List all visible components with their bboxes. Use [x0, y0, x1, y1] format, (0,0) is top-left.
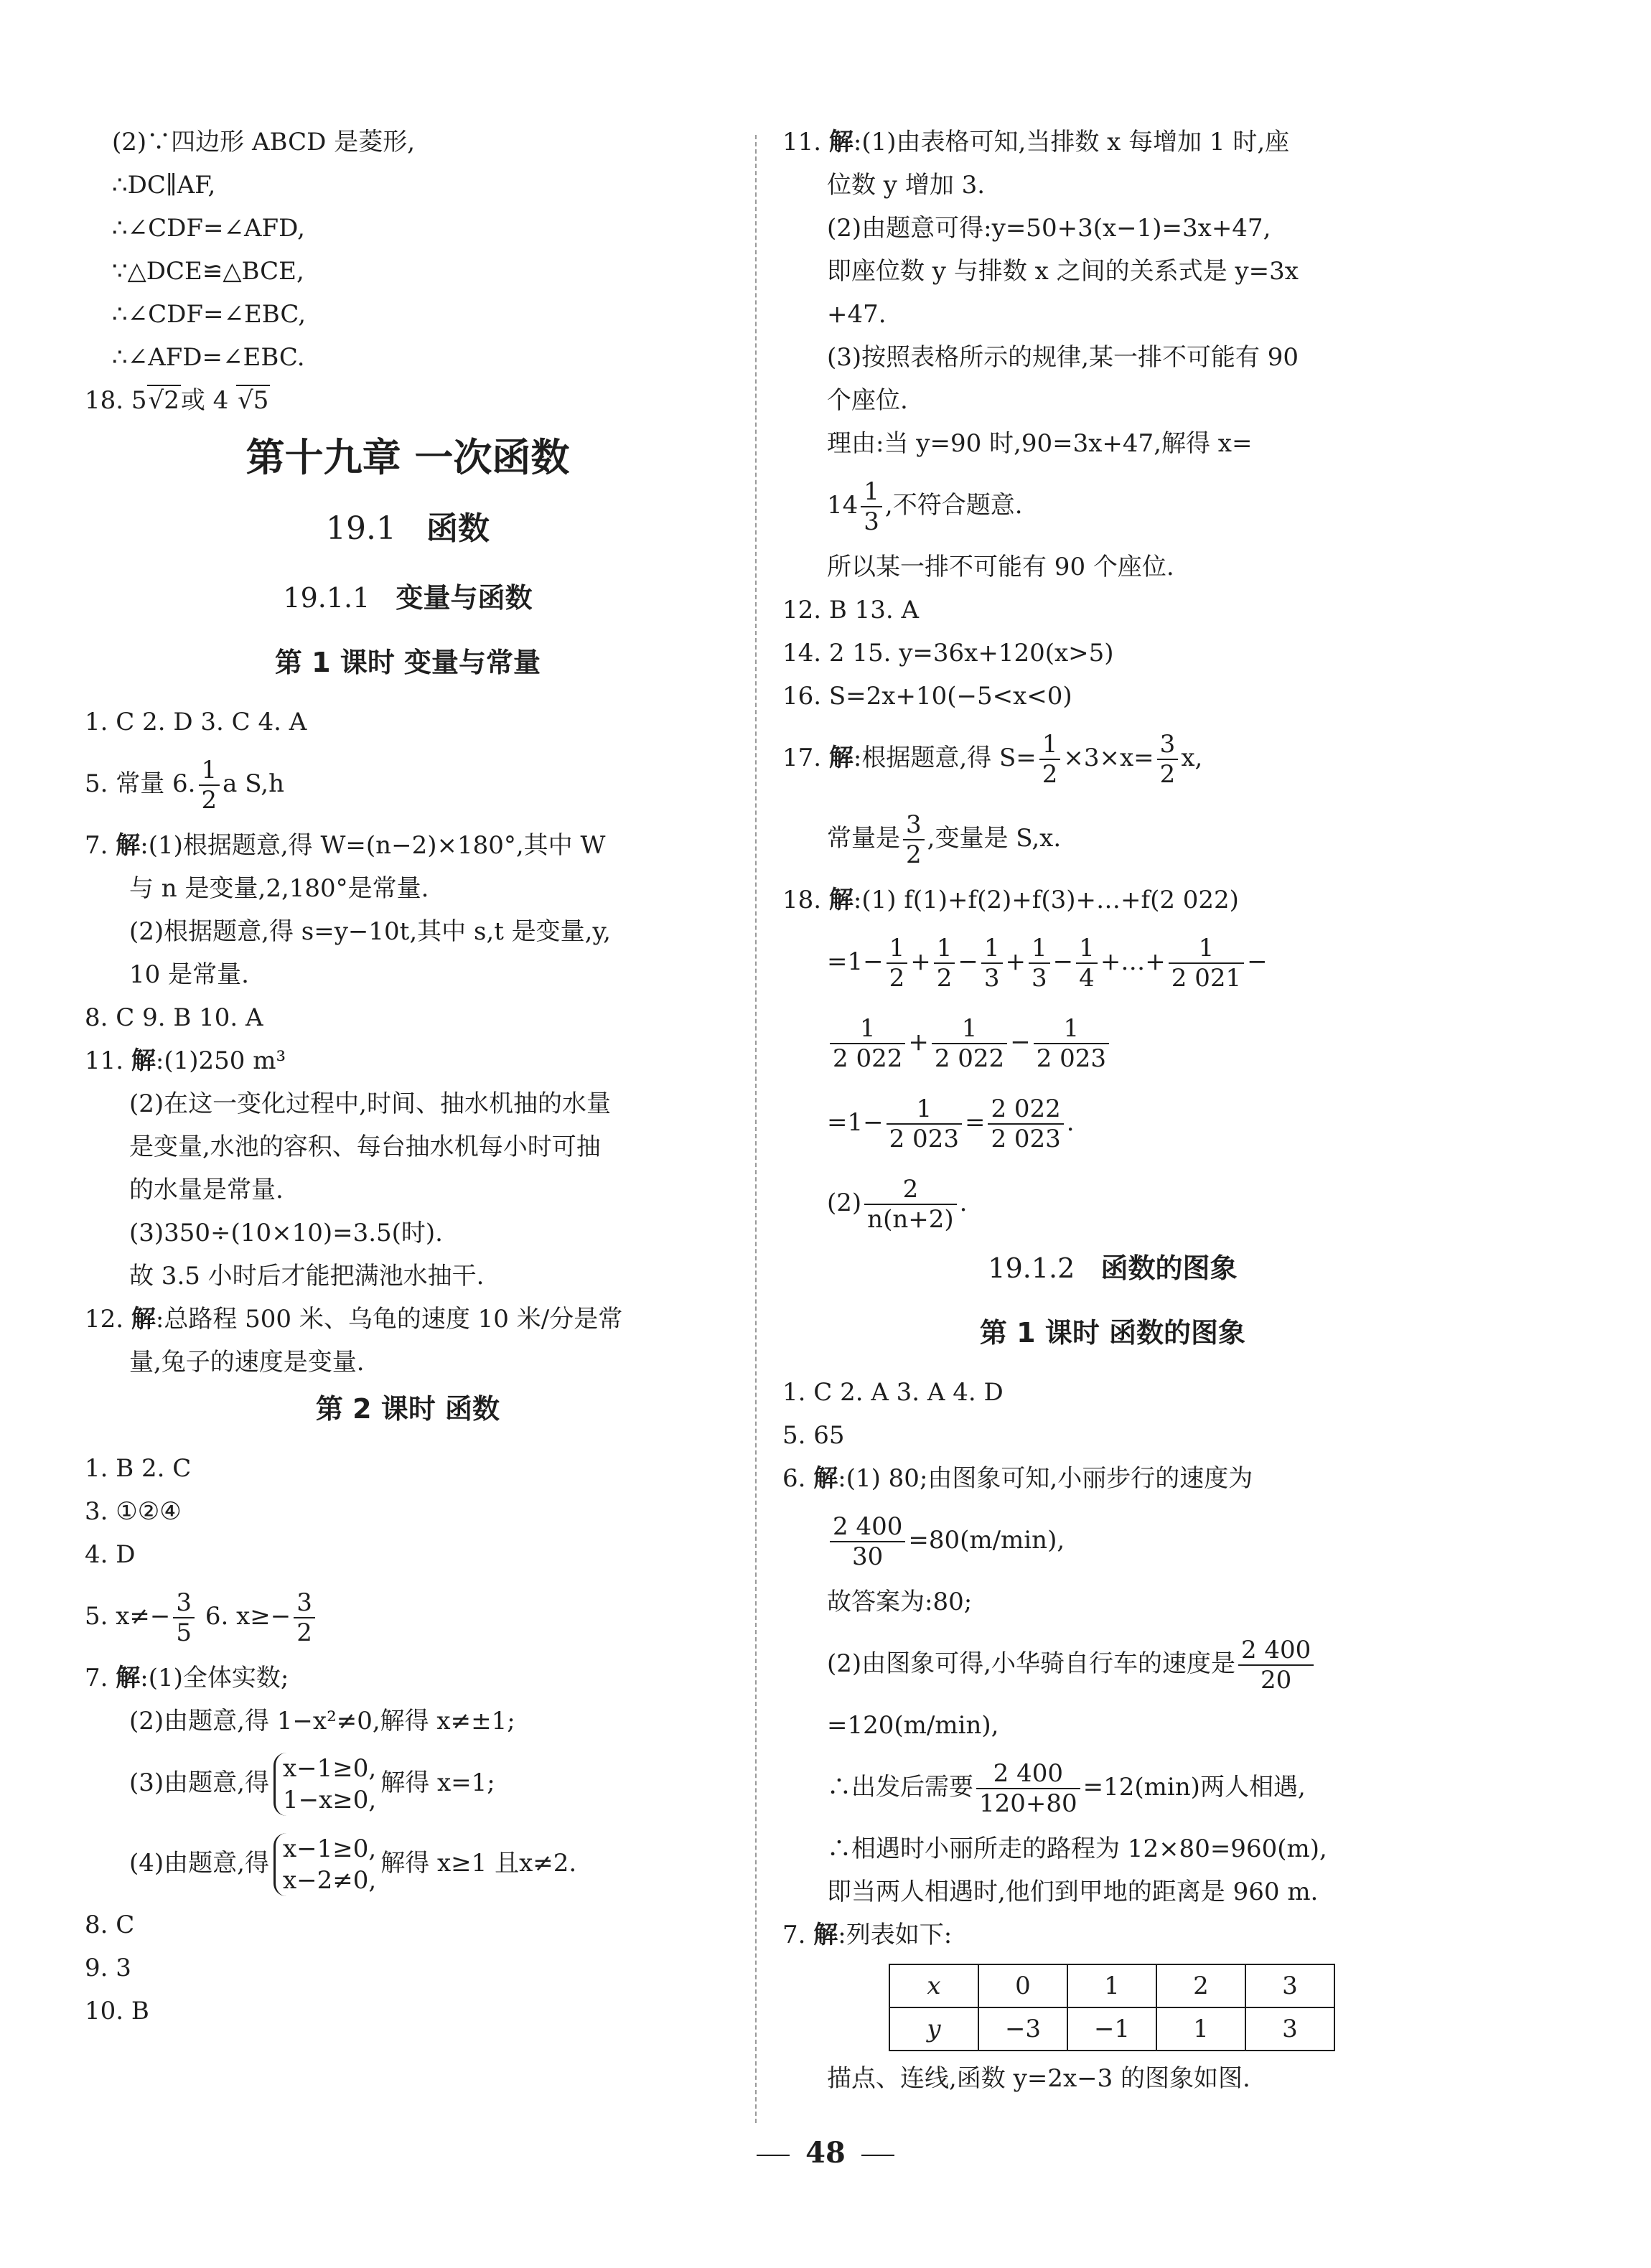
column-divider: [755, 135, 757, 2123]
table-row: [889, 1964, 1334, 2007]
formula-line: $\frac{1}{2 022}$ + $\frac{1}{2 022}$ − $\frac{1}{2 023}$: [782, 1009, 1443, 1075]
lesson-title: 第 2 课时 函数: [315, 1393, 500, 1425]
table-cell: 3: [1245, 1964, 1334, 2007]
answer-6: 6. 解:(1) 80;由图象可知,小丽步行的速度为: [782, 1464, 1253, 1493]
text-line: 即当两人相遇时,他们到甲地的距离是 960 m.: [827, 1878, 1319, 1906]
table-cell: 1: [1067, 1964, 1156, 2007]
formula-line: =1− $\frac{1}{2 023}$ = $\frac{2 022}{2 023}$ .: [827, 1095, 1075, 1153]
text-line: 量,兔子的速度是变量.: [129, 1348, 365, 1377]
text-line: 位数 y 增加 3.: [827, 171, 986, 200]
page-number: 48: [0, 2136, 1651, 2170]
table-cell: y: [889, 2007, 978, 2051]
answer-line: 3. ①②④: [85, 1497, 182, 1526]
system-line: (4)由题意,得 x−1≥0, x−2≠0, 解得 x≥1 且x≠2.: [129, 1834, 577, 1895]
text-line: 所以某一排不可能有 90 个座位.: [827, 553, 1174, 581]
answer-line: 16. S=2x+10(−5<x<0): [782, 682, 1072, 711]
table-cell: x: [889, 1964, 978, 2007]
formula-line: $\frac{2 400}{30}$ =80(m/min),: [782, 1507, 1443, 1573]
system-line: (3)由题意,得 x−1≥0, 1−x≥0, 解得 x=1;: [129, 1754, 495, 1814]
subsection-title: 19.1.2 函数的图象: [988, 1252, 1238, 1284]
answer-7: 7. 解:(1)根据题意,得 W=(n−2)×180°,其中 W: [85, 831, 606, 860]
answer-line: 9. 3: [85, 1954, 131, 1982]
text-line: (3)按照表格所示的规律,某一排不可能有 90: [827, 343, 1299, 372]
lesson-title: 第 1 课时 变量与常量: [274, 647, 541, 678]
text-line: (3)350÷(10×10)=3.5(时).: [129, 1219, 443, 1247]
answer-7b: 7. 解:(1)全体实数;: [85, 1664, 289, 1692]
lesson-title: 第 1 课时 函数的图象: [979, 1317, 1246, 1349]
text-line: 描点、连线,函数 y=2x−3 的图象如图.: [827, 2064, 1250, 2093]
formula-line: =1− $\frac{1}{2}$ + $\frac{1}{2}$ − $\frac{1}{3}$ + $\frac{1}{3}$ − $\frac{1}{4}$ +…+ $\frac{1}{2 021}$ −: [827, 934, 1268, 993]
text-line: 的水量是常量.: [129, 1176, 284, 1204]
text-line: 故答案为:80;: [827, 1588, 973, 1616]
table-row: [889, 2007, 1334, 2051]
text-line: 即座位数 y 与排数 x 之间的关系式是 y=3x: [827, 257, 1299, 286]
right-column: [782, 128, 1443, 2107]
text-line: 故 3.5 小时后才能把满池水抽干.: [129, 1262, 485, 1290]
table-cell: 0: [978, 1964, 1067, 2007]
answer-18: 18. 解:(1) f(1)+f(2)+f(3)+…+f(2 022): [782, 886, 1239, 914]
answer-line: 5. x≠− $\frac{3}{5}$ 6. x≥− $\frac{3}{2}$: [85, 1583, 731, 1649]
section-title: 19.1 函数: [326, 510, 490, 547]
answer-18: 18. 5√2或 4 √5: [85, 386, 269, 415]
text-line: =120(m/min),: [827, 1711, 999, 1740]
text-line: 理由:当 y=90 时,90=3x+47,解得 x=: [827, 429, 1253, 458]
table-cell: −3: [978, 2007, 1067, 2051]
text-line: ∴∠AFD=∠EBC.: [112, 343, 305, 372]
answer-line: 8. C 9. B 10. A: [85, 1003, 263, 1032]
answer-line: 1. B 2. C: [85, 1454, 192, 1483]
text-line: (2)由题意,得 1−x²≠0,解得 x≠±1;: [129, 1707, 515, 1735]
formula-line: (2)由图象可得,小华骑自行车的速度是 $\frac{2 400}{20}$: [782, 1631, 1443, 1697]
text-line: (2)∵四边形 ABCD 是菱形,: [112, 128, 416, 156]
table-cell: −1: [1067, 2007, 1156, 2051]
xy-value-table: [889, 1964, 1335, 2051]
table-cell: 1: [1156, 2007, 1245, 2051]
text-line: ∴相遇时小丽所走的路程为 12×80=960(m),: [827, 1834, 1327, 1863]
text-line: 与 n 是变量,2,180°是常量.: [129, 874, 429, 903]
answer-12: 12. 解:总路程 500 米、乌龟的速度 10 米/分是常: [85, 1305, 623, 1334]
text-line: 14 $\frac{1}{3}$ ,不符合题意.: [827, 477, 1023, 536]
left-column: [85, 128, 731, 2040]
text-line: ∵△DCE≌△BCE,: [112, 257, 304, 286]
answer-line: 5. 65: [782, 1421, 845, 1450]
answer-line: 8. C: [85, 1911, 135, 1939]
answer-line: 14. 2 15. y=36x+120(x>5): [782, 639, 1114, 667]
answer-line: 5. 常量 6. $\frac{1}{2}$ a S,h: [85, 756, 285, 815]
answer-line: 12. B 13. A: [782, 596, 920, 624]
text-line: +47.: [827, 300, 887, 329]
table-cell: 2: [1156, 1964, 1245, 2007]
text-line: 是变量,水池的容积、每台抽水机每小时可抽: [129, 1133, 601, 1161]
text-line: ∴∠CDF=∠EBC,: [112, 300, 307, 329]
text-line: (2)在这一变化过程中,时间、抽水机抽的水量: [129, 1090, 611, 1118]
text-line: ∴∠CDF=∠AFD,: [112, 214, 305, 243]
formula-line: (2) $\frac{2}{n(n+2)}$ .: [827, 1175, 968, 1234]
answer-7: 7. 解:列表如下:: [782, 1921, 953, 1949]
formula-line: ∴出发后需要 $\frac{2 400}{120+80}$ =12(min)两人相遇,: [827, 1759, 1306, 1818]
answer-line: 10. B: [85, 1997, 149, 2025]
answer-17: 17. 解:根据题意,得 S= $\frac{1}{2}$ ×3×x= $\frac{3}{2}$ x,: [782, 730, 1203, 789]
text-line: (2)由题意可得:y=50+3(x−1)=3x+47,: [827, 214, 1271, 243]
text-line: (2)根据题意,得 s=y−10t,其中 s,t 是变量,y,: [129, 917, 611, 946]
chapter-title: 第十九章 一次函数: [245, 435, 570, 480]
answer-11: 11. 解:(1)由表格可知,当排数 x 每增加 1 时,座: [782, 128, 1290, 156]
table-cell: 3: [1245, 2007, 1334, 2051]
answer-11: 11. 解:(1)250 m³: [85, 1046, 286, 1075]
answer-line: 1. C 2. A 3. A 4. D: [782, 1378, 1004, 1407]
text-line: 个座位.: [827, 386, 908, 415]
text-line: 常量是 $\frac{3}{2}$ ,变量是 S,x.: [827, 810, 1062, 869]
answer-line: 1. C 2. D 3. C 4. A: [85, 708, 307, 736]
subsection-title: 19.1.1 变量与函数: [283, 582, 533, 614]
answer-line: 4. D: [85, 1540, 136, 1569]
text-line: 10 是常量.: [129, 960, 249, 989]
text-line: ∴DC∥AF,: [112, 171, 216, 200]
